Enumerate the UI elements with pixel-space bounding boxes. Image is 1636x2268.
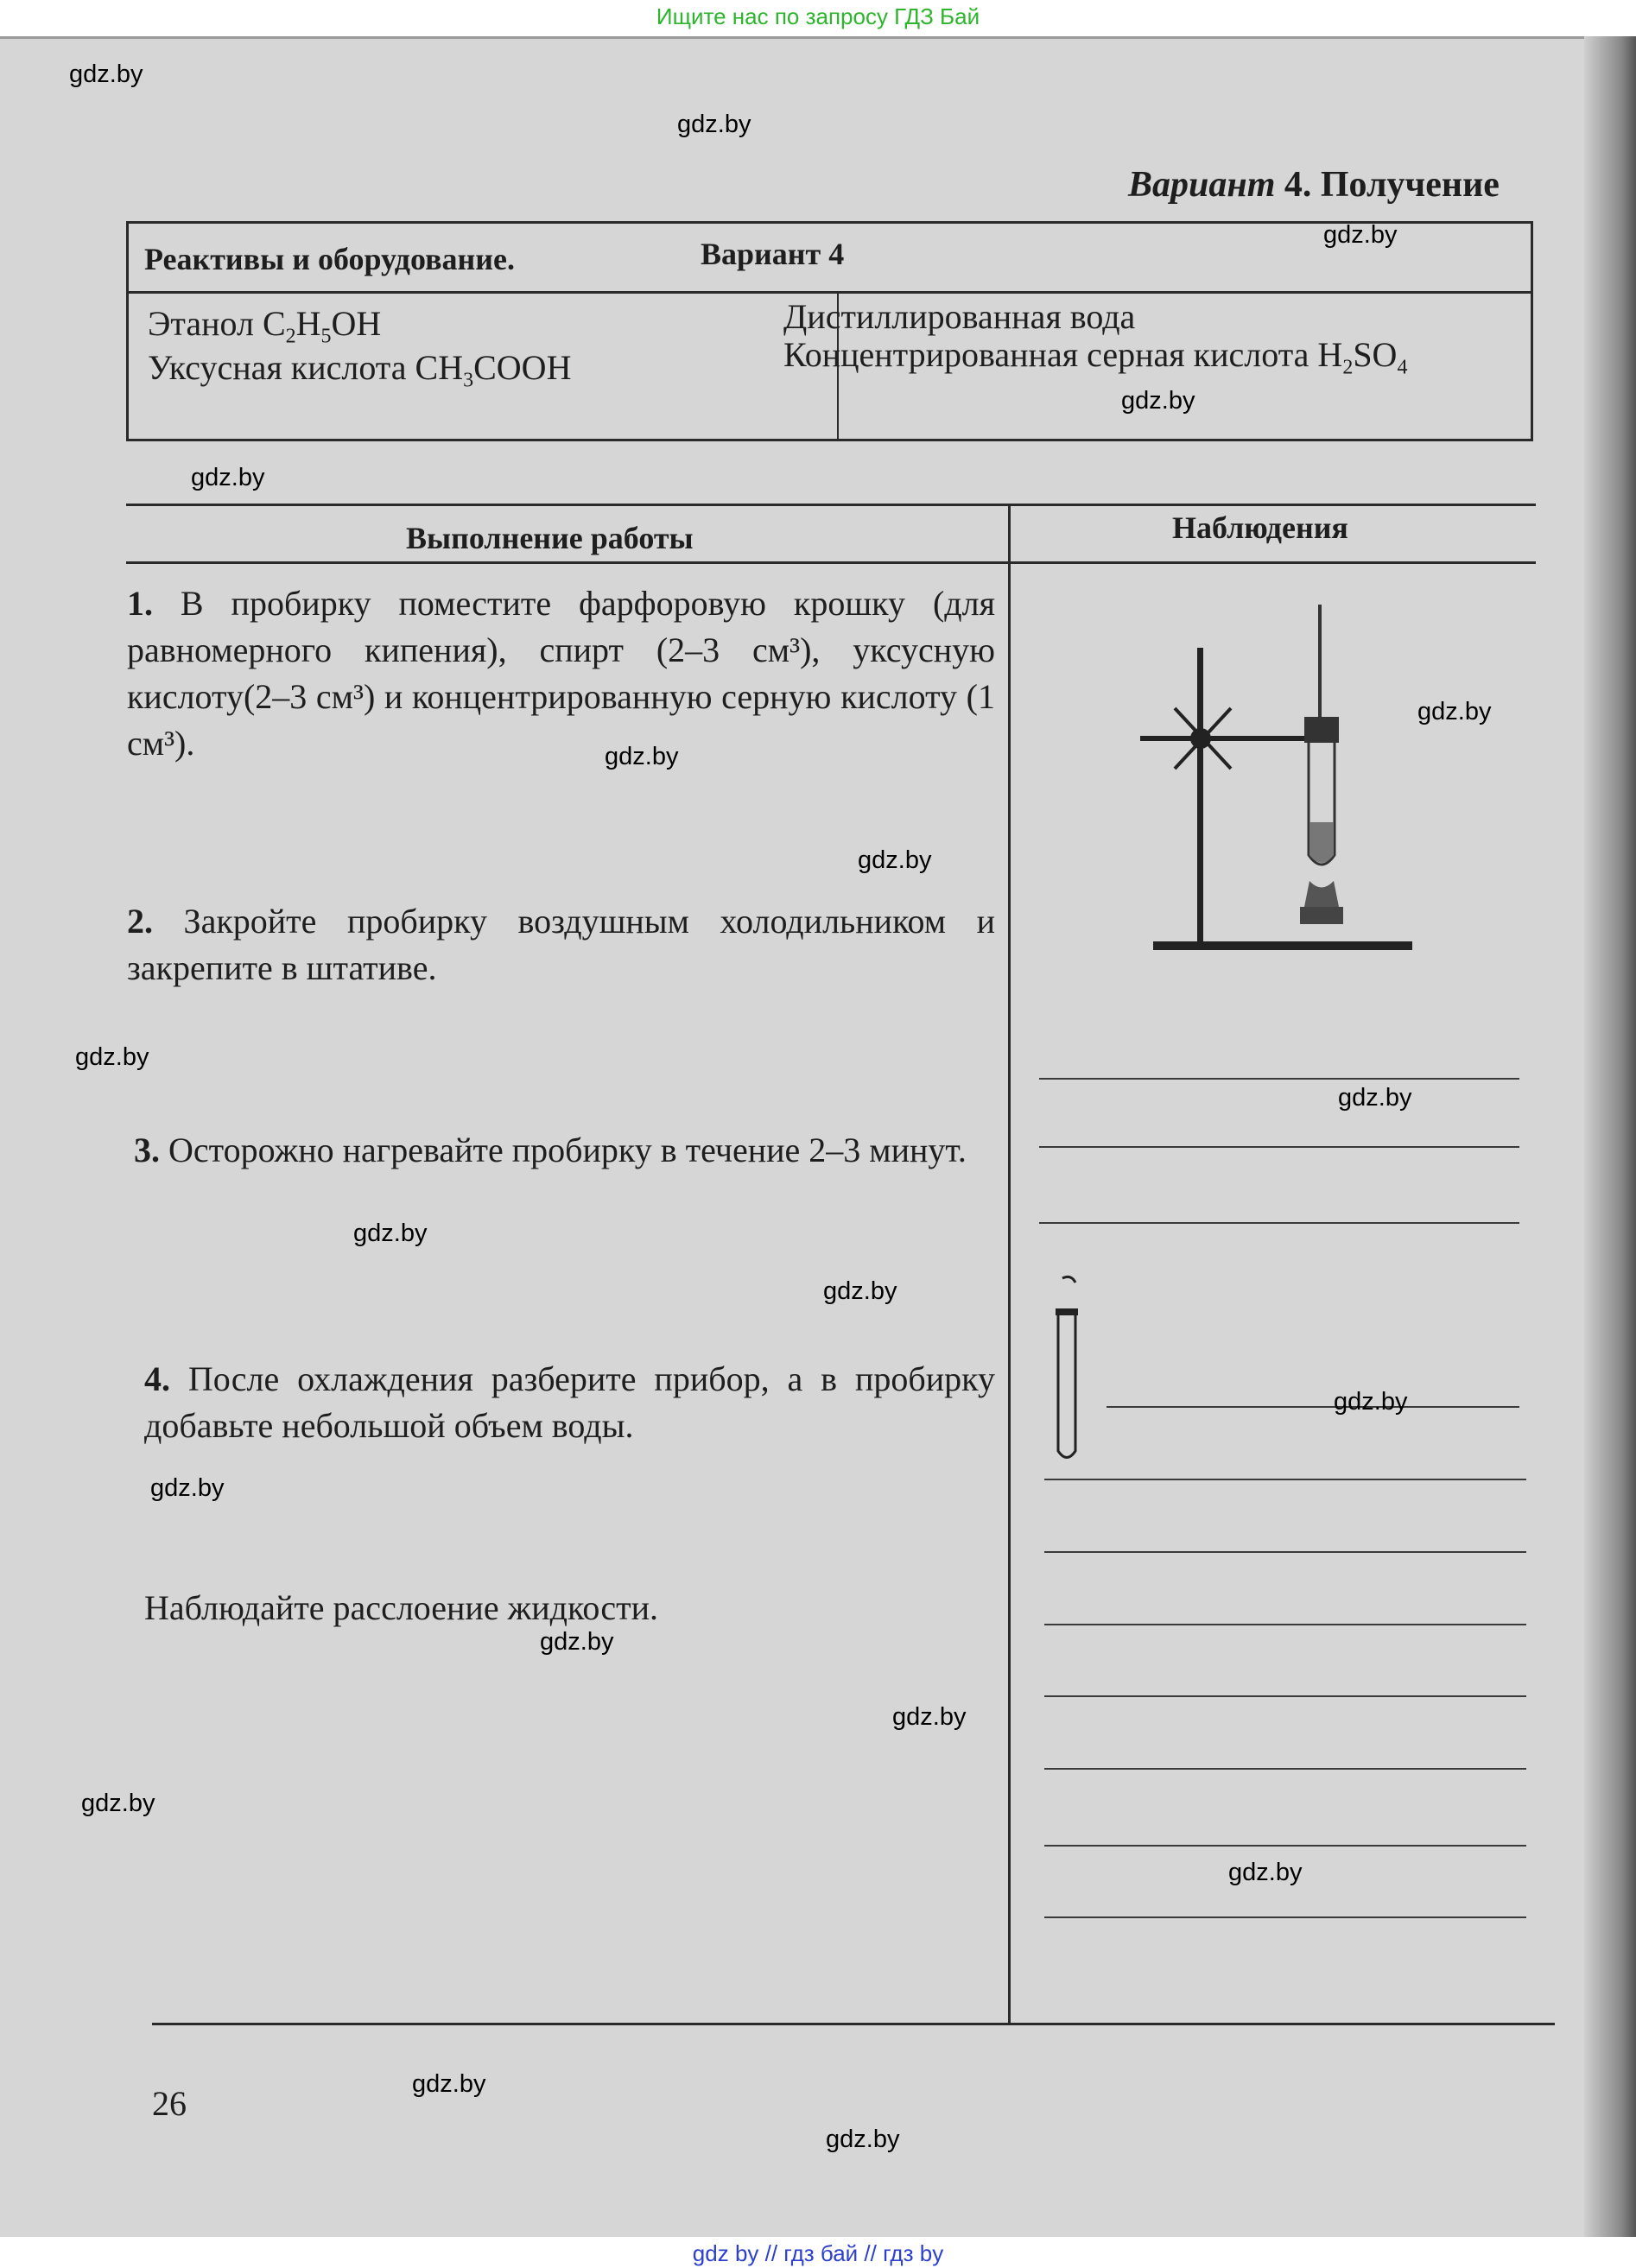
watermark: gdz.by (892, 1703, 967, 1731)
step-3 (134, 1127, 995, 1174)
page-edge-shadow (1584, 36, 1636, 2237)
column-header-observations: Наблюдения (1172, 510, 1348, 545)
formula-part: OH (331, 304, 382, 343)
watermark: gdz.by (540, 1628, 614, 1656)
watermark: gdz.by (1121, 387, 1195, 415)
watermark: gdz.by (191, 464, 265, 491)
distillation-apparatus-illustration (1132, 596, 1425, 959)
formula-sub: 3 (463, 369, 474, 392)
formula-sub: 2 (285, 325, 296, 348)
formula-sub: 4 (1397, 356, 1408, 379)
banner-bottom-text[interactable]: gdz by // гдз бай // гдз by (692, 2240, 944, 2266)
reagents-header-label: Реактивы и оборудование. (144, 242, 515, 276)
watermark: gdz.by (823, 1277, 897, 1305)
step-1 (127, 580, 995, 767)
observation-line (1039, 1146, 1519, 1148)
liquid (1309, 822, 1334, 863)
step-number: 4. (144, 1359, 170, 1398)
observation-line (1044, 1695, 1526, 1697)
watermark: gdz.by (1323, 221, 1398, 249)
step-text: В пробирку поместите фарфоровую крошку (для равномерного кипения), спирт (2–3 см³), уксусную кислоту(2–3 см³) и концентрированную серную кислоту (1 см³). (127, 584, 995, 763)
observation-line (1044, 1845, 1526, 1847)
stand-rod (1197, 648, 1203, 946)
procedure-header-line (126, 561, 1536, 564)
bottom-banner (0, 2237, 1636, 2268)
observation-line (1044, 1916, 1526, 1918)
observation-line (1039, 1078, 1519, 1080)
top-banner (0, 0, 1636, 39)
step-text: Осторожно нагревайте пробирку в течение 2–3 минут. (160, 1131, 967, 1169)
tube-arrow-icon (1062, 1277, 1075, 1283)
formula-part: COOH (473, 348, 572, 387)
banner-text[interactable]: Ищите нас по запросу ГДЗ Бай (656, 3, 980, 29)
procedure-column-divider (1008, 504, 1011, 2025)
watermark: gdz.by (1228, 1859, 1303, 1886)
watermark: gdz.by (677, 111, 751, 138)
reagents-header-variant: Вариант 4 (701, 237, 845, 271)
observation-line (1044, 1768, 1526, 1770)
title-italic: Вариант (1128, 165, 1276, 205)
observation-line (1107, 1406, 1519, 1408)
reagents-header-row (129, 224, 1531, 294)
test-tube-illustration (1045, 1274, 1097, 1468)
title-rest: 4. Получение (1275, 165, 1500, 205)
small-test-tube (1058, 1313, 1075, 1458)
formula-sub: 2 (1342, 356, 1354, 379)
formula-part: SO (1353, 335, 1398, 374)
reagent-ethanol (148, 303, 381, 348)
watermark: gdz.by (81, 1790, 155, 1817)
watermark: gdz.by (75, 1043, 149, 1071)
flame-icon (1304, 881, 1339, 907)
observation-line (1044, 1551, 1526, 1553)
step-number: 1. (127, 584, 153, 623)
watermark: gdz.by (826, 2125, 900, 2153)
procedure-top-line (126, 504, 1536, 506)
watermark: gdz.by (1417, 698, 1492, 725)
tube-stopper (1056, 1308, 1078, 1315)
final-instruction: Наблюдайте расслоение жидкости. (144, 1588, 659, 1627)
column-header-work: Выполнение работы (406, 521, 694, 555)
reagent-acetic-acid (148, 347, 571, 392)
formula-sub: 5 (320, 325, 332, 348)
watermark: gdz.by (412, 2070, 486, 2098)
observation-line (1044, 1479, 1526, 1480)
watermark: gdz.by (353, 1220, 428, 1247)
formula-part: Этанол C (148, 304, 286, 343)
observation-line (1044, 1624, 1526, 1625)
watermark: gdz.by (150, 1474, 225, 1502)
burner (1300, 907, 1343, 924)
formula-part: H (295, 304, 321, 343)
clamp-boss (1190, 728, 1211, 749)
formula-part: Уксусная кислота CH (148, 348, 464, 387)
step-number: 3. (134, 1131, 160, 1169)
procedure-bottom-line (152, 2023, 1555, 2025)
step-text: Закройте пробирку воздушным холодильником и закрепите в штативе. (127, 902, 995, 987)
watermark: gdz.by (1338, 1084, 1412, 1112)
step-number: 2. (127, 902, 153, 941)
page-title (1128, 164, 1500, 206)
reagent-water: Дистиллированная вода (783, 297, 1136, 336)
stand-base (1153, 941, 1412, 950)
step-text: После охлаждения разберите прибор, а в пробирку добавьте небольшой объем воды. (144, 1359, 995, 1445)
reagents-table (126, 221, 1533, 441)
step-2 (127, 898, 995, 991)
observation-line (1039, 1222, 1519, 1224)
watermark: gdz.by (858, 846, 932, 874)
page-number: 26 (152, 2084, 187, 2123)
reagent-sulfuric-acid (783, 334, 1407, 379)
step-4 (144, 1356, 995, 1449)
formula-part: Концентрированная серная кислота H (783, 335, 1343, 374)
watermark: gdz.by (605, 743, 679, 770)
watermark: gdz.by (1334, 1388, 1408, 1416)
watermark: gdz.by (69, 60, 143, 88)
